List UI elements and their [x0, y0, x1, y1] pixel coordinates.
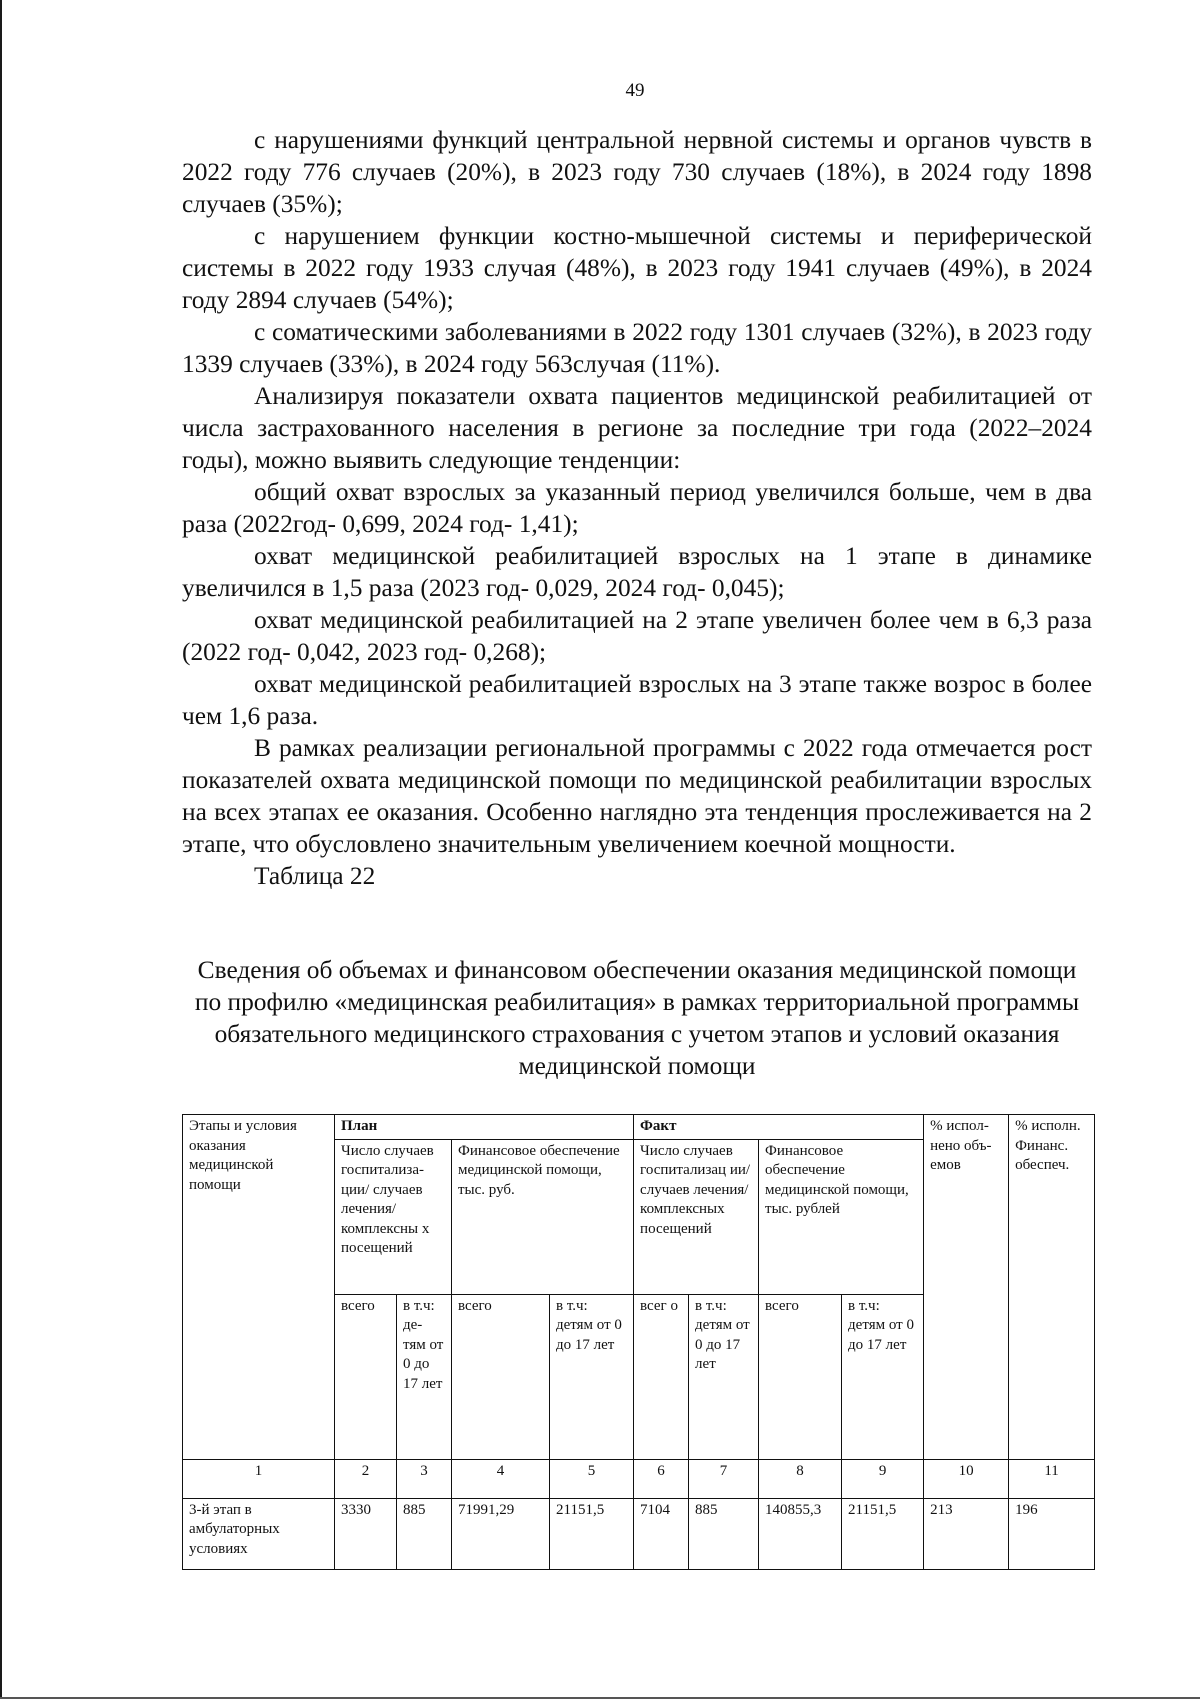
cell-plan-fin-total: 71991,29 [452, 1498, 550, 1569]
column-number: 6 [634, 1459, 689, 1498]
cell-fact-total: 7104 [634, 1498, 689, 1569]
header-plan-children: в т.ч: де-тям от 0 до 17 лет [397, 1294, 452, 1459]
table-title: Сведения об объемах и финансовом обеспечении оказания медицинской помощи по профилю «медицинская реабилитация» в рамках территориальной программы обязательного медицинского страхования с учетом этапов и условий оказания медицинской помощи [194, 956, 1080, 1080]
column-number: 7 [689, 1459, 759, 1498]
header-plan-finance: Финансовое обеспечение медицинской помощи, тыс. руб. [452, 1139, 634, 1294]
cell-plan-children: 885 [397, 1498, 452, 1569]
header-fact-children: в т.ч: детям от 0 до 17 лет [689, 1294, 759, 1459]
header-plan-fin-total: всего [452, 1294, 550, 1459]
cell-fact-children: 885 [689, 1498, 759, 1569]
header-fact-fin-children: в т.ч: детям от 0 до 17 лет [842, 1294, 924, 1459]
header-fact-count: Число случаев госпитализац ии/ случаев лечения/ комплексных посещений [634, 1139, 759, 1294]
body-text [182, 124, 1092, 892]
page-number: 49 [625, 80, 645, 101]
paragraph: Анализируя показатели охвата пациентов медицинской реабилитацией от числа застрахованного населения в регионе за последние три года (2022–2024 годы), можно выявить следующие тенденции: [182, 382, 1092, 474]
column-number: 10 [924, 1459, 1009, 1498]
paragraph: В рамках реализации региональной программы с 2022 года отмечается рост показателей охвата медицинской помощи по медицинской реабилитации взрослых на всех этапах ее оказания. Особенно наглядно эта тенденция прослеживается на 2 этапе, что обусловлено значительным увеличением коечной мощности. [182, 734, 1092, 858]
column-number: 1 [183, 1459, 335, 1498]
header-stage: Этапы и условия оказания медицинской помощи [183, 1115, 335, 1460]
header-fact-finance: Финансовое обеспечение медицинской помощи, тыс. рублей [759, 1139, 924, 1294]
header-plan-fin-children: в т.ч: детям от 0 до 17 лет [550, 1294, 634, 1459]
paragraph: охват медицинской реабилитацией на 2 этапе увеличен более чем в 6,3 раза (2022 год- 0,042, 2023 год- 0,268); [182, 606, 1092, 666]
column-number: 8 [759, 1459, 842, 1498]
column-number: 3 [397, 1459, 452, 1498]
column-number: 4 [452, 1459, 550, 1498]
column-number: 11 [1009, 1459, 1095, 1498]
paragraph: охват медицинской реабилитацией взрослых на 3 этапе также возрос в более чем 1,6 раза. [182, 670, 1092, 730]
data-table [182, 1114, 1095, 1570]
paragraph: с соматическими заболеваниями в 2022 году 1301 случаев (32%), в 2023 году 1339 случаев (33%), в 2024 году 563случая (11%). [182, 318, 1092, 378]
header-fact-fin-total: всего [759, 1294, 842, 1459]
page-left-edge [0, 0, 2, 1699]
column-number: 5 [550, 1459, 634, 1498]
column-number: 9 [842, 1459, 924, 1498]
cell-plan-fin-children: 21151,5 [550, 1498, 634, 1569]
header-fact-total: всег о [634, 1294, 689, 1459]
table-label: Таблица 22 [254, 862, 376, 890]
header-row [183, 1115, 1095, 1140]
cell-fact-fin-children: 21151,5 [842, 1498, 924, 1569]
header-fact: Факт [634, 1115, 924, 1140]
column-number: 2 [335, 1459, 397, 1498]
cell-pct-finance: 196 [1009, 1498, 1095, 1569]
paragraph: с нарушениями функций центральной нервной системы и органов чувств в 2022 году 776 случаев (20%), в 2023 году 730 случаев (18%), в 2024 году 1898 случаев (35%); [182, 126, 1092, 218]
header-plan-count: Число случаев госпитализа-ции/ случаев лечения/ комплексны х посещений [335, 1139, 452, 1294]
paragraph: общий охват взрослых за указанный период увеличился больше, чем в два раза (2022год- 0,699, 2024 год- 1,41); [182, 478, 1092, 538]
header-plan: План [335, 1115, 634, 1140]
cell-pct-volume: 213 [924, 1498, 1009, 1569]
column-number-row [183, 1459, 1095, 1498]
paragraph: охват медицинской реабилитацией взрослых на 1 этапе в динамике увеличился в 1,5 раза (2023 год- 0,029, 2024 год- 0,045); [182, 542, 1092, 602]
header-plan-total: всего [335, 1294, 397, 1459]
paragraph: с нарушением функции костно-мышечной системы и периферической системы в 2022 году 1933 случая (48%), в 2023 году 1941 случаев (49%), в 2024 году 2894 случаев (54%); [182, 222, 1092, 314]
header-pct-finance: % исполн. Финанс. обеспеч. [1009, 1115, 1095, 1460]
cell-plan-total: 3330 [335, 1498, 397, 1569]
cell-stage: 3-й этап в амбулаторных условиях [183, 1498, 335, 1569]
cell-fact-fin-total: 140855,3 [759, 1498, 842, 1569]
table-row [183, 1498, 1095, 1569]
header-pct-volume: % испол-нено объ-емов [924, 1115, 1009, 1460]
